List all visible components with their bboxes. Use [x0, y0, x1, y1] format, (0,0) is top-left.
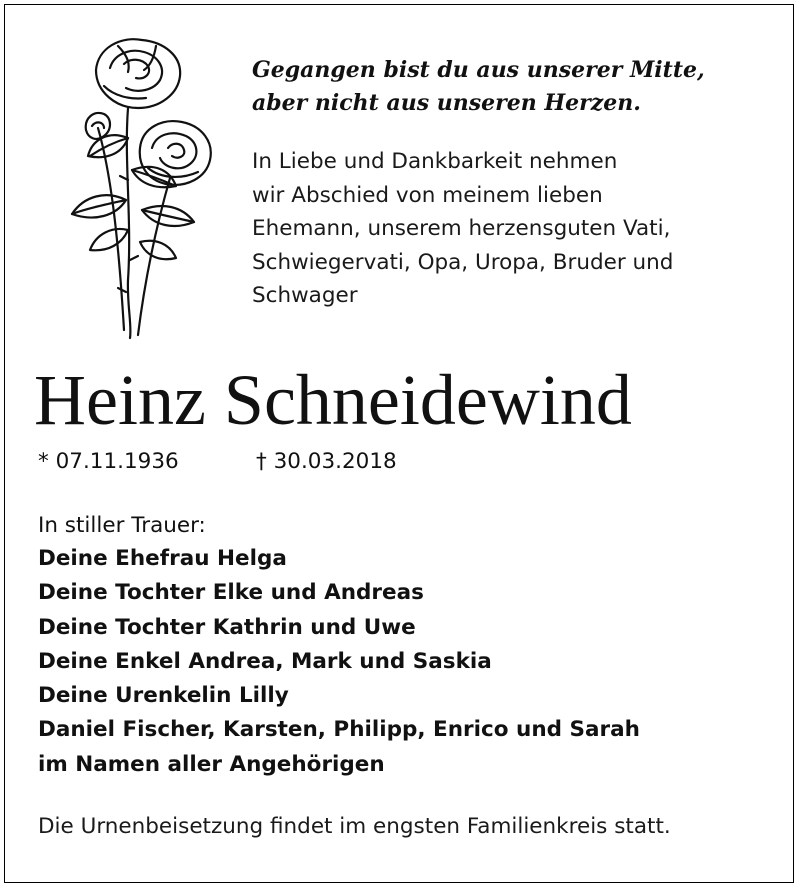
mourning-label: In stiller Trauer: [38, 513, 206, 538]
memorial-quote [252, 54, 772, 120]
mourner-entry: Deine Tochter Kathrin und Uwe [38, 614, 416, 640]
mourner-entry: Deine Urenkelin Lilly [38, 683, 289, 709]
mourner-entry: im Namen aller Angehörigen [38, 751, 385, 777]
rose-icon [58, 30, 218, 342]
mourner-entry: Daniel Fischer, Karsten, Philipp, Enrico und Sarah [38, 717, 640, 743]
farewell-line: Schwager [252, 283, 358, 308]
mourner-entry: Deine Ehefrau Helga [38, 546, 287, 571]
farewell-line: wir Abschied von meinem lieben [252, 182, 603, 208]
farewell-line: Schwiegervati, Opa, Uropa, Bruder und [252, 249, 674, 275]
mourners-list [38, 542, 640, 782]
death-date: † 30.03.2018 [256, 449, 397, 474]
quote-line-2: aber nicht aus unseren Herzen. [252, 90, 641, 116]
farewell-line: In Liebe und Dankbarkeit nehmen [252, 149, 618, 174]
burial-note: Die Urnenbeisetzung findet im engsten Familienkreis statt. [38, 814, 671, 839]
quote-line-1: Gegangen bist du aus unserer Mitte, [252, 57, 705, 83]
deceased-name: Heinz Schneidewind [34, 360, 632, 440]
farewell-line: Ehemann, unserem herzensguten Vati, [252, 216, 671, 241]
farewell-text [252, 145, 782, 313]
birth-date: * 07.11.1936 [38, 449, 179, 474]
mourner-entry: Deine Tochter Elke und Andreas [38, 580, 424, 606]
mourner-entry: Deine Enkel Andrea, Mark und Saskia [38, 648, 492, 674]
